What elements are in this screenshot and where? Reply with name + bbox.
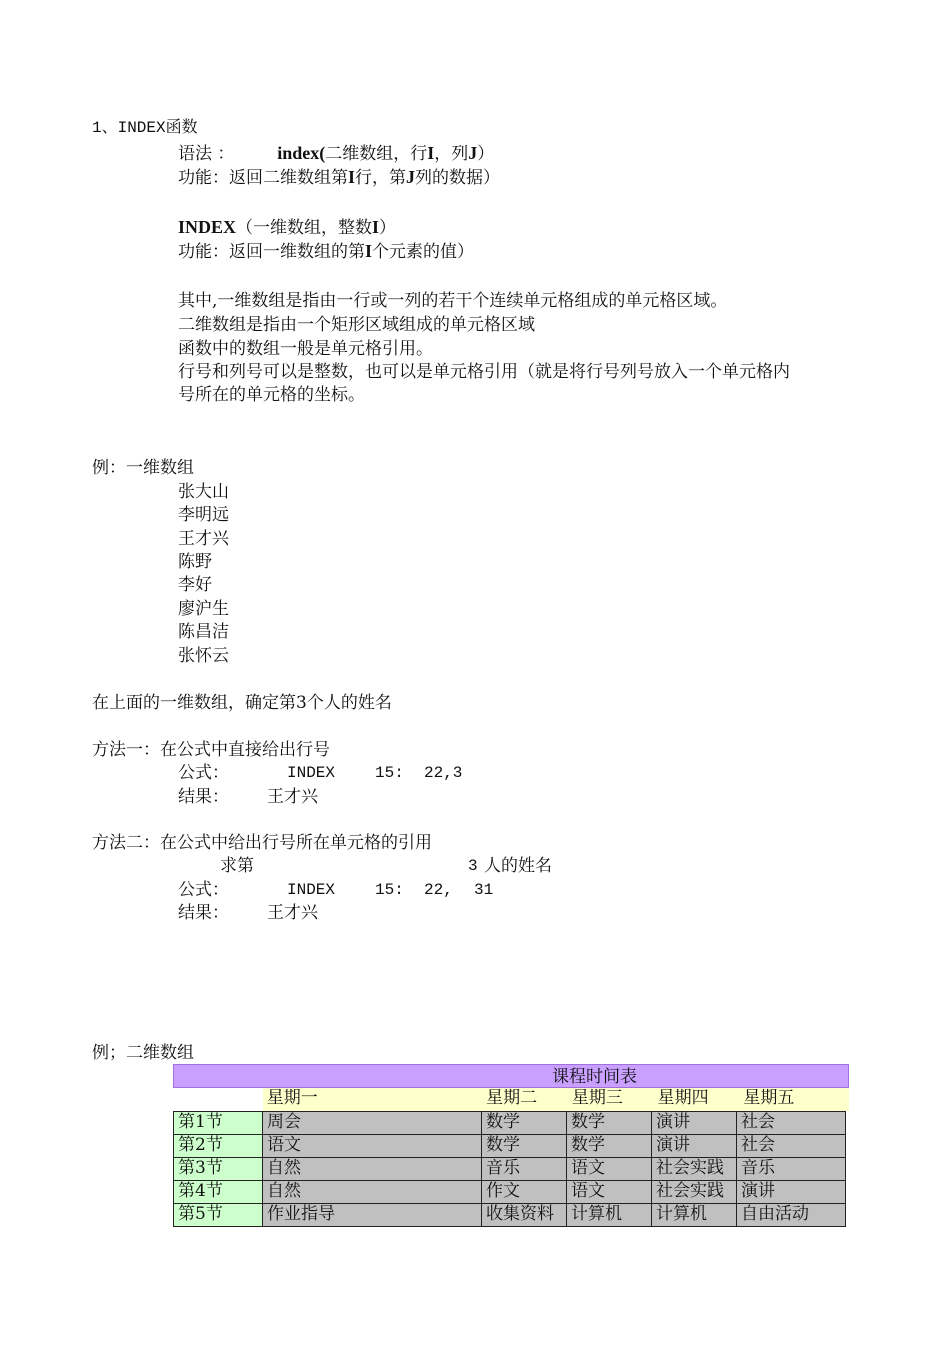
timetable-cell: 社会 <box>736 1134 846 1158</box>
note-line: 号所在的单元格的坐标。 <box>178 385 365 405</box>
timetable-row <box>174 1181 849 1204</box>
timetable-cell: 数学 <box>481 1111 567 1135</box>
syntax-label: 语法 ： <box>178 144 235 164</box>
example-1d-title: 例：一维数组 <box>92 458 194 478</box>
method1-formula-func: INDEX <box>287 764 336 782</box>
example-2d-title: 例；二维数组 <box>92 1043 194 1063</box>
method2-ask-prefix: 求第 <box>220 856 254 876</box>
method2-result-label: 结果： <box>178 903 229 923</box>
period-label: 第5节 <box>173 1203 263 1227</box>
note-line: 其中,一维数组是指由一行或一列的若干个连续单元格组成的单元格区域。 <box>178 291 728 311</box>
timetable-cell: 计算机 <box>651 1203 737 1227</box>
timetable-cell: 社会实践 <box>651 1157 737 1181</box>
name-item: 王才兴 <box>178 529 229 549</box>
timetable-row <box>174 1112 849 1135</box>
method2-formula-func: INDEX <box>287 881 336 899</box>
timetable <box>173 1064 849 1227</box>
func1d-i: I <box>365 241 373 261</box>
timetable-cell: 作文 <box>481 1180 567 1204</box>
timetable-day-header: 星期二 <box>482 1088 568 1111</box>
func2d-mid: 行，第 <box>355 168 407 188</box>
note-line: 二维数组是指由一个矩形区域组成的单元格区域 <box>178 315 535 335</box>
timetable-cell: 自然 <box>262 1180 482 1204</box>
func2d-prefix: 功能：返回二维数组第 <box>178 168 348 188</box>
func2d-j: J <box>406 167 416 187</box>
syntax1d-close: ） <box>379 218 397 238</box>
timetable-header-row <box>173 1088 849 1111</box>
name-item: 张怀云 <box>178 646 229 666</box>
timetable-cell: 语文 <box>262 1134 482 1158</box>
period-label: 第4节 <box>173 1180 263 1204</box>
function-2d-desc <box>178 166 500 189</box>
method2-ask-num: 3 <box>468 857 478 875</box>
timetable-title-bar <box>173 1064 849 1088</box>
func2d-suffix: 列的数据） <box>415 168 501 188</box>
syntax-func: index( <box>277 143 326 163</box>
method2-formula-args: 22, <box>424 881 453 899</box>
method1-formula-args: 22,3 <box>424 764 463 782</box>
method1-formula-range: 15: <box>375 764 404 782</box>
method1-result-value: 王才兴 <box>267 787 318 807</box>
timetable-cell: 计算机 <box>566 1203 652 1227</box>
method1-title: 方法一：在公式中直接给出行号 <box>92 740 330 760</box>
func1d-prefix: 功能：返回一维数组的第 <box>178 242 365 262</box>
timetable-day-header: 星期三 <box>568 1088 654 1111</box>
timetable-day-header: 星期一 <box>263 1088 482 1111</box>
method2-ask <box>220 855 580 877</box>
syntax1d-args: （一维数组，整数 <box>236 218 373 238</box>
function-1d-desc <box>178 240 474 263</box>
method2-result-value: 王才兴 <box>267 903 318 923</box>
method1-result <box>178 786 498 808</box>
method2-formula <box>178 879 518 901</box>
timetable-title: 课程时间表 <box>552 1067 637 1087</box>
timetable-cell: 音乐 <box>736 1157 846 1181</box>
name-item: 李好 <box>178 575 212 595</box>
timetable-cell: 自然 <box>262 1157 482 1181</box>
timetable-cell: 作业指导 <box>262 1203 482 1227</box>
timetable-day-header: 星期五 <box>739 1088 849 1111</box>
timetable-cell: 社会实践 <box>651 1180 737 1204</box>
timetable-row <box>174 1204 849 1227</box>
syntax1d-var: I <box>372 217 380 237</box>
timetable-cell: 数学 <box>481 1134 567 1158</box>
timetable-day-header: 星期四 <box>654 1088 740 1111</box>
timetable-row <box>174 1135 849 1158</box>
timetable-cell: 演讲 <box>736 1180 846 1204</box>
syntax-comma: ，列 <box>434 144 469 164</box>
timetable-row <box>174 1158 849 1181</box>
timetable-cell: 演讲 <box>651 1111 737 1135</box>
method1-result-label: 结果： <box>178 787 229 807</box>
syntax-line <box>178 142 494 165</box>
name-item: 李明远 <box>178 505 229 525</box>
method2-formula-label: 公式： <box>178 880 229 900</box>
name-item: 廖沪生 <box>178 599 229 619</box>
timetable-cell: 社会 <box>736 1111 846 1135</box>
timetable-cell: 自由活动 <box>736 1203 846 1227</box>
name-item: 陈野 <box>178 552 212 572</box>
func2d-i: I <box>348 167 356 187</box>
note-line: 函数中的数组一般是单元格引用。 <box>178 339 433 359</box>
period-label: 第2节 <box>173 1134 263 1158</box>
note-line: 行号和列号可以是整数，也可以是单元格引用（就是将行号列号放入一个单元格内 <box>178 362 790 382</box>
period-label: 第3节 <box>173 1157 263 1181</box>
timetable-corner-cell <box>173 1088 263 1111</box>
syntax-1d-line <box>178 216 396 239</box>
method2-title: 方法二：在公式中给出行号所在单元格的引用 <box>92 833 432 853</box>
name-item: 张大山 <box>178 482 229 502</box>
timetable-cell: 周会 <box>262 1111 482 1135</box>
method2-result <box>178 902 498 924</box>
method1-formula <box>178 762 498 784</box>
name-item: 陈昌洁 <box>178 622 229 642</box>
question-text: 在上面的一维数组，确定第3个人的姓名 <box>92 693 392 713</box>
func1d-suffix: 个元素的值） <box>372 242 475 262</box>
method2-formula-range: 15: <box>375 881 404 899</box>
method2-formula-ref: 31 <box>474 881 494 899</box>
syntax-col-var: J <box>468 143 478 163</box>
method2-ask-suffix: 人的姓名 <box>484 856 552 876</box>
syntax1d-func: INDEX <box>178 217 237 237</box>
timetable-cell: 音乐 <box>481 1157 567 1181</box>
timetable-cell: 数学 <box>566 1134 652 1158</box>
section-heading: 1、INDEX函数 <box>92 119 198 137</box>
period-label: 第1节 <box>173 1111 263 1135</box>
timetable-cell: 语文 <box>566 1157 652 1181</box>
timetable-cell: 语文 <box>566 1180 652 1204</box>
timetable-body <box>174 1112 849 1227</box>
timetable-cell: 收集资料 <box>481 1203 567 1227</box>
syntax-row-var: I <box>427 143 435 163</box>
method1-formula-label: 公式： <box>178 763 229 783</box>
syntax-args: 二维数组，行 <box>325 144 428 164</box>
syntax-close: ） <box>477 144 495 164</box>
timetable-cell: 数学 <box>566 1111 652 1135</box>
timetable-cell: 演讲 <box>651 1134 737 1158</box>
